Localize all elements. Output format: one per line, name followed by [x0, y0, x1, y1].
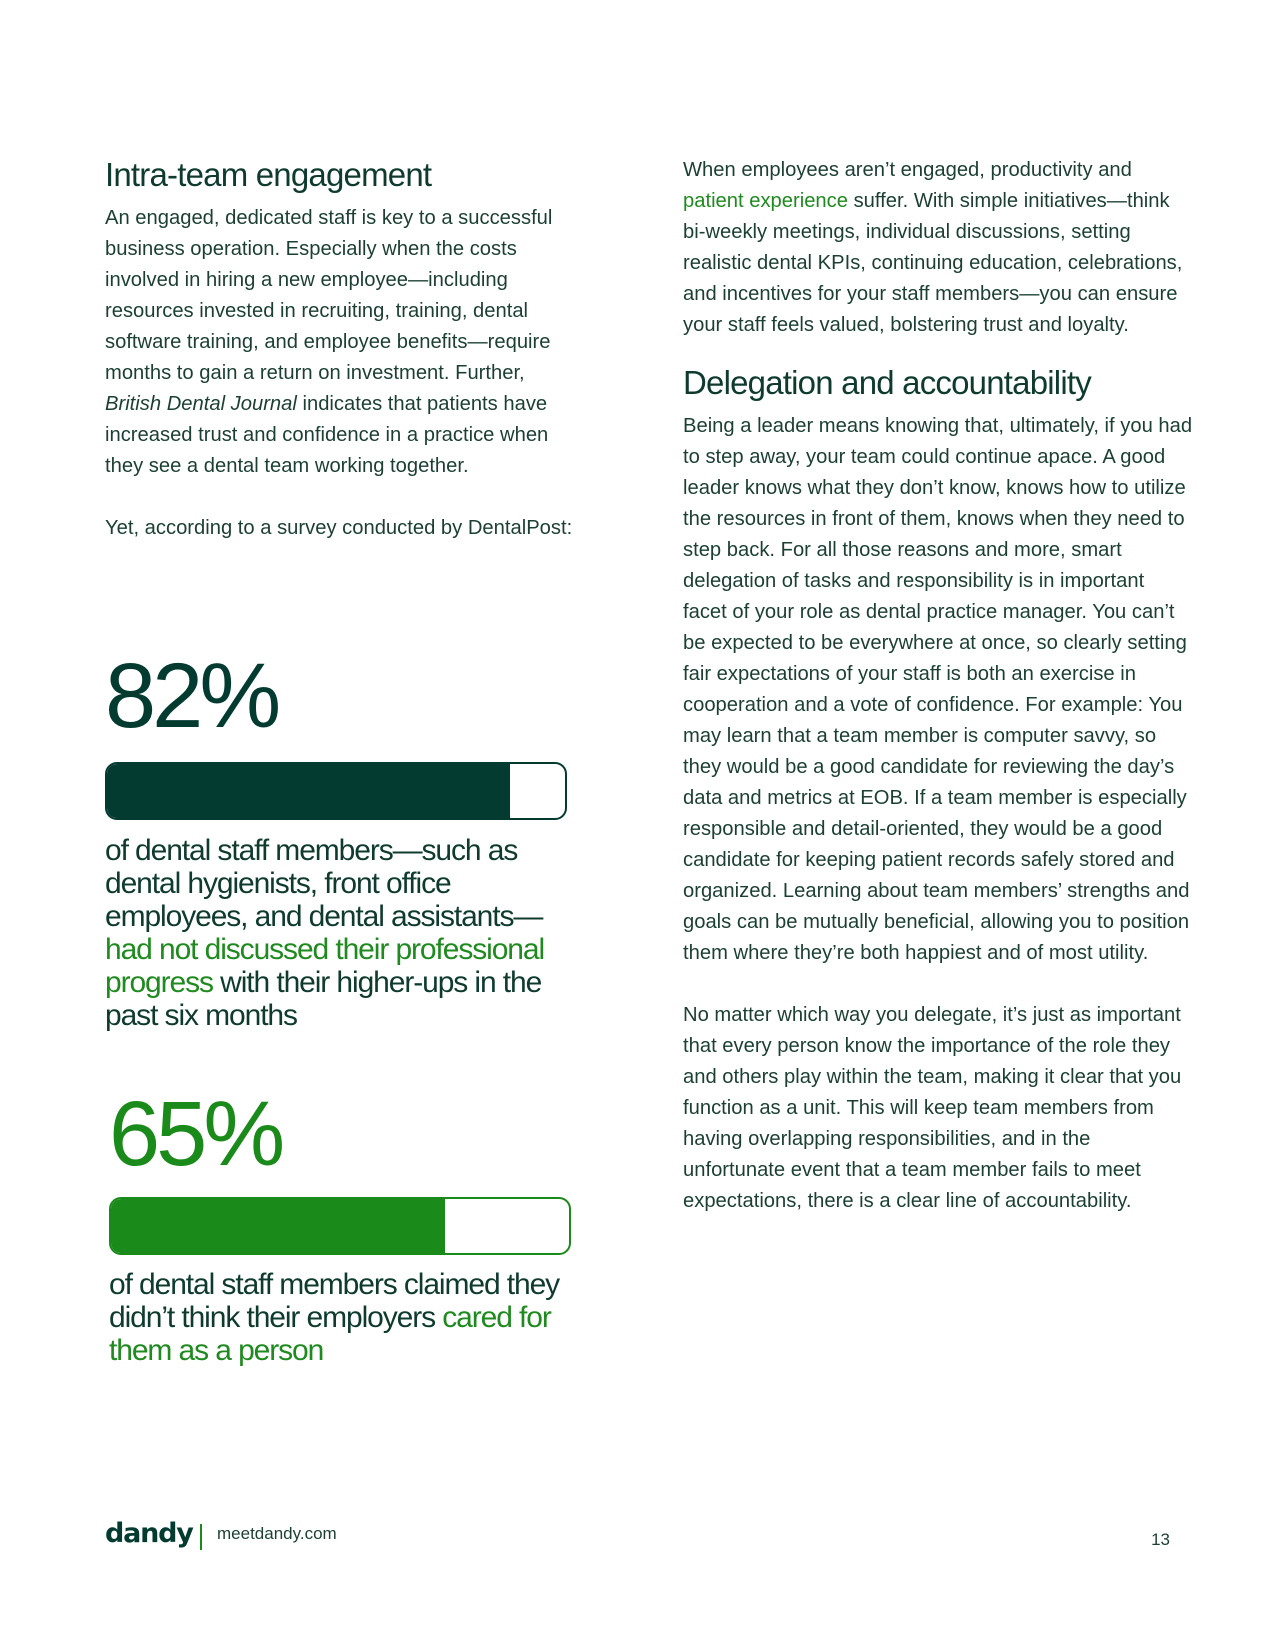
page-footer	[105, 1518, 1170, 1558]
stat-caption	[105, 834, 585, 1032]
stat-caption	[109, 1268, 589, 1367]
caption-text-end: with their higher-ups in the past six months	[105, 966, 542, 1032]
patient-experience-link[interactable]: patient experience	[683, 190, 848, 212]
accountability-paragraph: No matter which way you delegate, it’s just as important that every person know the importance of the role they and others play within the team, making it clear that you function as a unit. This will keep team members from having overlapping responsibilities, and in the unfortunate event that a team member fails to meet expectations, there is a clear line of accountability.	[683, 1004, 1182, 1212]
stat-caption-65	[109, 1268, 589, 1367]
stat-number: 82%	[105, 645, 278, 747]
page-number: 13	[1151, 1530, 1170, 1549]
progress-fill	[111, 1199, 445, 1253]
stat-block-82	[105, 645, 585, 747]
caption-text: of dental staff members—such as dental hygienists, front office employees, and dental assistants—	[105, 834, 543, 933]
stat-block-65	[109, 1083, 589, 1185]
progress-fill	[107, 764, 510, 818]
journal-title: British Dental Journal	[105, 393, 297, 415]
stat-caption-82	[105, 834, 585, 1032]
intro-text-start: An engaged, dedicated staff is key to a successful business operation. Especially when the costs involved in hiring a new employee—including resources invested in recruiting, training, dental software training, and employee benefits—require months to gain a return on investment. Further,	[105, 207, 553, 384]
intro-text-end: indicates that patients have increased trust and confidence in a practice when they see a dental team working together.	[105, 393, 549, 477]
engagement-text-end: suffer. With simple initiatives—think bi-weekly meetings, individual discussions, setting realistic dental KPIs, continuing education, celebrations, and incentives for your staff members—you can ensure your staff feels valued, bolstering trust and loyalty.	[683, 190, 1183, 336]
website-link[interactable]: meetdandy.com	[217, 1524, 337, 1543]
intro-paragraph	[105, 203, 585, 482]
caption-text: of dental staff members claimed they didn’t think their employers	[109, 1268, 560, 1334]
section-heading-delegation: Delegation and accountability	[683, 364, 1091, 401]
survey-lead-paragraph: Yet, according to a survey conducted by DentalPost:	[105, 517, 573, 539]
footer-divider	[200, 1524, 202, 1550]
right-column	[683, 155, 1193, 1217]
progress-bar-65	[109, 1197, 571, 1255]
stat-number: 65%	[109, 1083, 282, 1185]
engagement-text-start: When employees aren’t engaged, productivity and	[683, 159, 1132, 181]
engagement-paragraph	[683, 155, 1193, 341]
caption-highlight: cared for them as a person	[109, 1301, 551, 1367]
delegation-paragraph: Being a leader means knowing that, ultimately, if you had to step away, your team could continue apace. A good leader knows what they don’t know, knows how to utilize the resources in front of them, knows when they need to step back. For all those reasons and more, smart delegation of tasks and responsibility is in important facet of your role as dental practice manager. You can’t be expected to be everywhere at once, so clearly setting fair expectations of your staff is both an exercise in cooperation and a vote of confidence. For example: You may learn that a team member is computer savvy, so they would be a good candidate for reviewing the day’s data and metrics at EOB. If a team member is especially responsible and detail-oriented, they would be a good candidate for keeping patient records safely stored and organized. Learning about team members’ strengths and goals can be mutually beneficial, allowing you to position them where they’re both happiest and of most utility.	[683, 415, 1193, 964]
progress-bar-82	[105, 762, 567, 820]
dandy-logo: dandy	[105, 1518, 193, 1549]
caption-highlight: had not discussed their professional progress	[105, 933, 545, 999]
section-heading-intra-team: Intra-team engagement	[105, 156, 432, 193]
left-column	[105, 155, 585, 544]
